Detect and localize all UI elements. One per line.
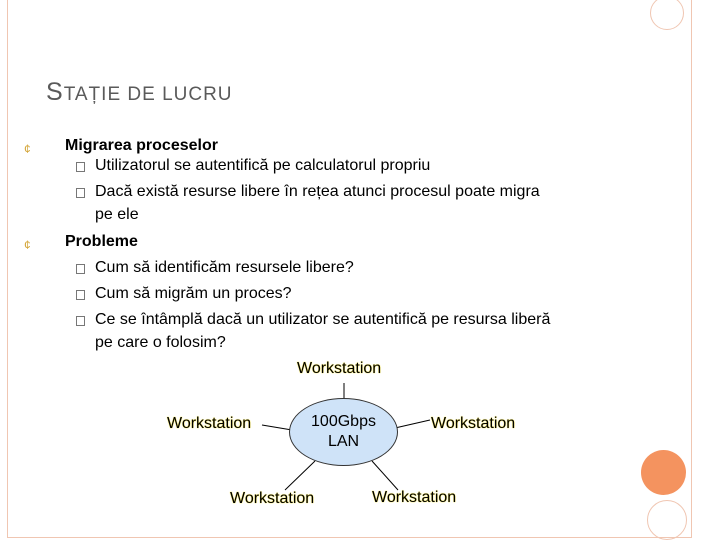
workstation-right: Workstation [431, 415, 516, 432]
sub-bullet-continuation: pe care o folosim? [95, 334, 226, 351]
link-bottom-left [285, 461, 315, 490]
sub-bullet: Ce se întâmplă dacă un utilizator se autentifică pe resursa liberă [95, 311, 551, 328]
workstation-bottom-left: Workstation [230, 490, 315, 507]
lan-node [289, 398, 398, 466]
lan-speed: 100Gbps [311, 413, 376, 430]
sub-bullet: Cum să migrăm un proces? [95, 285, 292, 302]
bullet-icon: ¢ [24, 142, 31, 156]
link-right [395, 420, 430, 428]
sub-bullet: Cum să identificăm resursele libere? [95, 259, 354, 276]
bullet-migrarea: Migrarea proceselor [65, 137, 218, 154]
lan-label: LAN [327, 433, 360, 450]
link-left [262, 425, 292, 430]
workstation-top: Workstation [297, 360, 382, 377]
slide-title: STAȚIE DE LUCRU [46, 78, 233, 106]
bullet-probleme: Probleme [65, 233, 138, 250]
sub-bullet: Dacă există resurse libere în rețea atunci procesul poate migra [95, 183, 540, 200]
workstation-left: Workstation [167, 415, 252, 432]
sub-bullet: Utilizatorul se autentifică pe calculatorul propriu [95, 157, 431, 174]
sub-bullet-continuation: pe ele [95, 206, 139, 223]
bullet-icon: ¢ [24, 238, 31, 252]
workstation-bottom-right: Workstation [372, 489, 457, 506]
link-bottom-right [372, 461, 398, 490]
